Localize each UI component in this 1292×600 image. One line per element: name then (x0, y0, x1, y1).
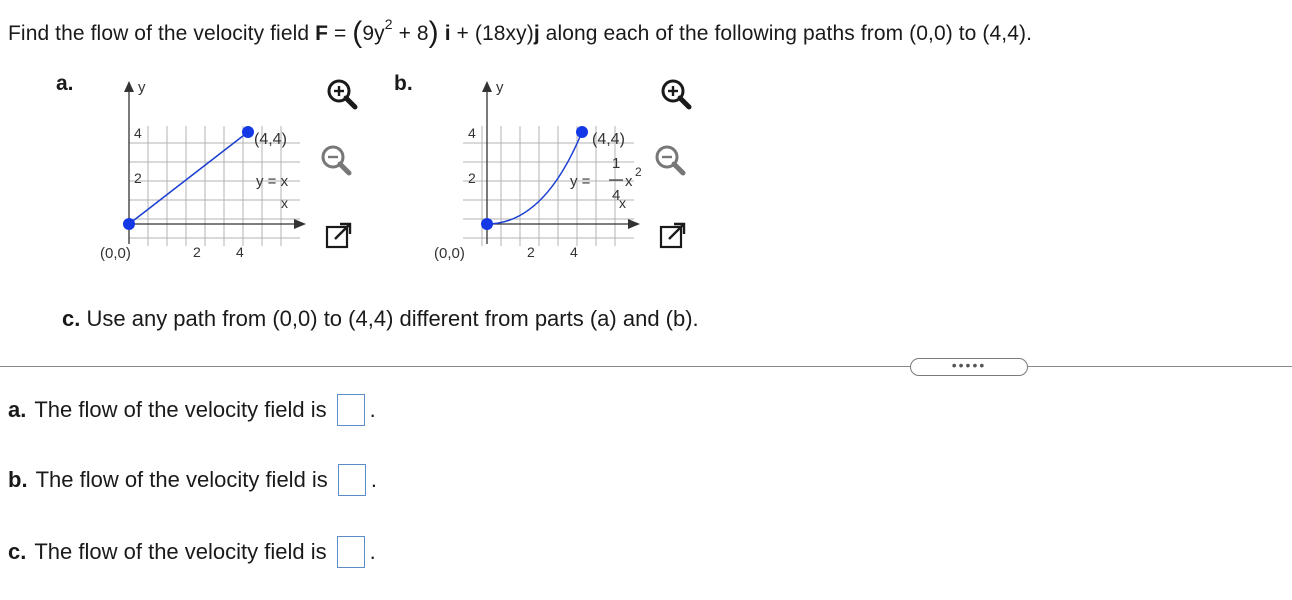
unit-vector-i: i (444, 22, 451, 45)
graph-b-label: b. (394, 72, 413, 95)
part-c-label: c. (62, 306, 81, 331)
question-text (8, 14, 1032, 48)
answer-c-period: . (369, 539, 376, 564)
zoom-in-icon[interactable] (658, 76, 694, 112)
curve-exp-b: 2 (635, 165, 642, 179)
answer-c-label: c. (8, 539, 27, 564)
tick-y4-b: 4 (468, 125, 476, 141)
tick-y2-a: 2 (134, 170, 142, 186)
answer-c-text: The flow of the velocity field is (34, 539, 327, 564)
zoom-out-icon[interactable] (652, 142, 688, 178)
answer-a-text: The flow of the velocity field is (34, 397, 327, 422)
x-axis-label-a: x (281, 195, 288, 211)
start-point-b (481, 218, 493, 230)
endpoint-label-b: (4,4) (592, 131, 625, 148)
end-point-a (242, 126, 254, 138)
question-prefix: Find the flow of the velocity field (8, 22, 316, 45)
close-paren: ) (428, 16, 439, 49)
answer-b-label: b. (8, 467, 28, 492)
popout-icon[interactable] (320, 218, 356, 254)
tick-y2-b: 2 (468, 170, 476, 186)
end-point-b (576, 126, 588, 138)
curve-label-y-b: y = (570, 173, 591, 190)
zoom-out-icon[interactable] (318, 142, 354, 178)
answer-row-c (8, 536, 376, 568)
unit-vector-j: j (533, 22, 540, 45)
part-c-instruction (62, 306, 699, 332)
tick-x2-b: 2 (527, 244, 535, 260)
equals-sign: = (328, 22, 353, 45)
start-point-a (123, 218, 135, 230)
x-axis-arrow-b (628, 219, 640, 229)
x-axis-label-b: x (619, 195, 626, 211)
answer-b-period: . (370, 467, 377, 492)
part-c-text: Use any path from (0,0) to (4,4) different from parts (a) and (b). (86, 306, 699, 331)
endpoint-label-a: (4,4) (254, 131, 287, 148)
answer-a-input[interactable] (337, 394, 365, 426)
tick-x4-b: 4 (570, 244, 578, 260)
graph-a (90, 76, 320, 266)
answer-c-input[interactable] (337, 536, 365, 568)
tick-x2-a: 2 (193, 244, 201, 260)
term-base: 9y (362, 22, 385, 45)
graph-a-label: a. (56, 72, 74, 95)
origin-label-b: (0,0) (434, 245, 465, 262)
tick-x4-a: 4 (236, 244, 244, 260)
x-axis-arrow-a (294, 219, 306, 229)
open-paren: ( (352, 16, 363, 49)
answer-a-label: a. (8, 397, 27, 422)
answer-row-a (8, 394, 376, 426)
curve-var-b: x (625, 173, 633, 190)
curve-label-a: y = x (256, 173, 289, 190)
tick-y4-a: 4 (134, 125, 142, 141)
origin-label-a: (0,0) (100, 245, 131, 262)
popout-icon[interactable] (654, 218, 690, 254)
curve-fraction-den-b: 4 (612, 187, 621, 204)
y-axis-label-a: y (138, 79, 146, 96)
question-suffix: along each of the following paths from (0,0) to (4,4). (539, 22, 1033, 45)
term-rest: + 8 (392, 22, 429, 45)
answer-a-period: . (369, 397, 376, 422)
section-divider (0, 366, 1292, 367)
more-options-button[interactable]: ••••• (910, 358, 1028, 376)
vector-field-name: F (315, 22, 329, 45)
path-a-line (129, 132, 248, 224)
zoom-in-icon[interactable] (324, 76, 360, 112)
question-middle: + (18xy) (450, 22, 534, 45)
term-exponent: 2 (384, 16, 393, 32)
answer-row-b (8, 464, 377, 496)
answer-b-text: The flow of the velocity field is (35, 467, 328, 492)
curve-fraction-num-b: 1 (612, 155, 621, 172)
answer-b-input[interactable] (338, 464, 366, 496)
y-axis-arrow-a (124, 81, 134, 92)
y-axis-label-b: y (496, 79, 504, 96)
y-axis-arrow-b (482, 81, 492, 92)
graph-b (424, 76, 664, 266)
